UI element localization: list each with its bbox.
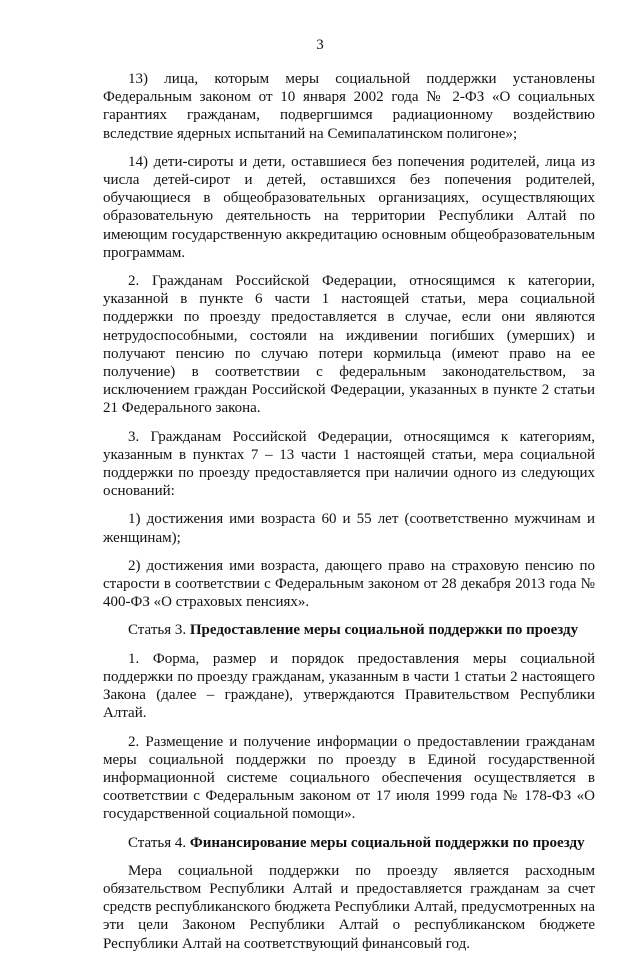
article-4-title: Финансирование меры социальной поддержки по проезду — [189, 834, 585, 851]
article-4-heading — [103, 834, 595, 852]
article-3-title: Предоставление меры социальной поддержки по проезду — [189, 622, 579, 639]
paragraph-part-2: 2. Гражданам Российской Федерации, относящимся к категории, указанной в пункте 6 части 1 настоящей статьи, мера социальной поддержки по проезду предоставляется в случае, если они являются нетрудоспособными, состояли на иждивении погибших (умерших) и получают пенсию по случаю потери кормильца (имеют право на ее получение) в соответствии с федеральным законодательством, за исключением граждан Российской Федерации, указанных в пункте 2 статьи 21 Федерального закона. — [103, 273, 595, 417]
paragraph-item-13: 13) лица, которым меры социальной поддержки установлены Федеральным законом от 10 января 2002 года № 2-ФЗ «О социальных гарантиях гражданам, подвергшимся радиационному воздействию вследствие ядерных испытаний на Семипалатинском полигоне»; — [103, 71, 595, 142]
paragraph-part-3: 3. Гражданам Российской Федерации, относящимся к категориям, указанным в пунктах 7 – 13 части 1 настоящей статьи, мера социальной поддержки по проезду предоставляется при наличии одного из следующих оснований: — [103, 428, 595, 500]
paragraph-subitem-1: 1) достижения ими возраста 60 и 55 лет (соответственно мужчинам и женщинам); — [103, 511, 595, 546]
paragraph-item-14: 14) дети-сироты и дети, оставшиеся без попечения родителей, лица из числа детей-сирот и детей, оставшихся без попечения родителей, обучающиеся в общеобразовательных организациях, осуществляющих образовательную деятельность на территории Республики Алтай по имеющим государственную аккредитацию основным общеобразовательным программам. — [103, 153, 595, 261]
article-3-paragraph-2: 2. Размещение и получение информации о предоставлении гражданам меры социальной поддержки по проезду в Единой государственной информационной системе социального обеспечения осуществляется в соответствии с Федеральным законом от 17 июля 1999 года № 178-ФЗ «О государственной социальной помощи». — [103, 733, 595, 823]
document-body — [103, 70, 595, 963]
page-number: 3 — [316, 37, 324, 53]
article-3-prefix: Статья 3. — [128, 622, 190, 639]
paragraph-subitem-2: 2) достижения ими возраста, дающего право на страховую пенсию по старости в соответствии с Федеральным законом от 28 декабря 2013 года № 400-ФЗ «О страховых пенсиях». — [103, 557, 595, 611]
article-3-paragraph-1: 1. Форма, размер и порядок предоставления меры социальной поддержки по проезду гражданам, указанным в части 1 статьи 2 настоящего Закона (далее – граждане), утверждаются Правительством Республики Алтай. — [103, 650, 595, 722]
article-3-heading — [103, 621, 595, 639]
article-4-prefix: Статья 4. — [128, 834, 190, 851]
article-4-paragraph-1: Мера социальной поддержки по проезду является расходным обязательством Республики Алтай и предоставляется гражданам за счет средств республиканского бюджета Республики Алтай, предусмотренных на эти цели Законом Республики Алтай о республиканском бюджете Республики Алтай на соответствующий финансовый год. — [103, 862, 595, 952]
